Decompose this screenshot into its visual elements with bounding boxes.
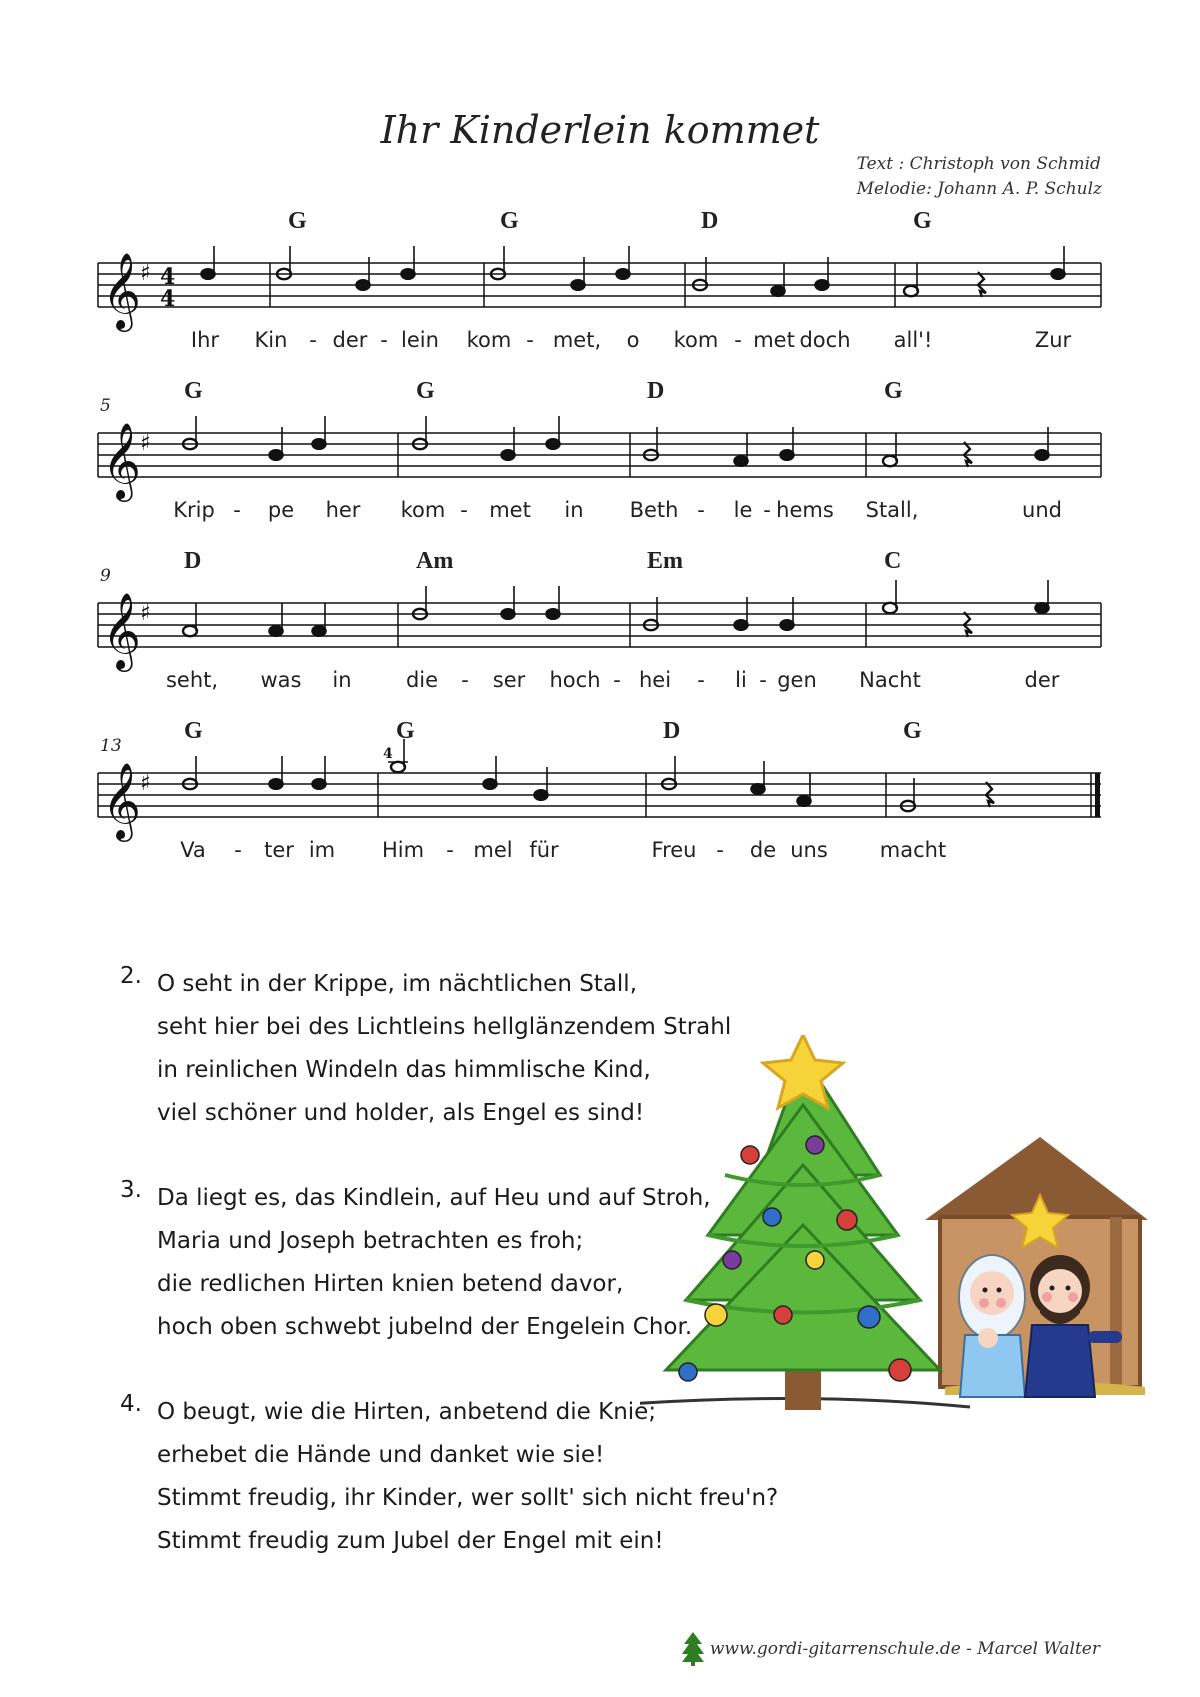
chord: D <box>184 548 202 574</box>
lyric: der <box>1024 668 1060 692</box>
lyric: kom <box>466 328 512 352</box>
verse-line: Stimmt freudig zum Jubel der Engel mit ein! <box>157 1528 664 1554</box>
lyric: - <box>461 668 469 692</box>
chord: Am <box>416 548 454 574</box>
music-system-2 <box>98 378 1103 548</box>
chord: D <box>647 378 665 404</box>
music-system-1 <box>98 208 1103 378</box>
lyric: li <box>735 668 747 692</box>
fingering-number: 4 <box>383 746 393 762</box>
lyric: was <box>260 668 302 692</box>
lyric: Stall, <box>865 498 919 522</box>
chord: G <box>396 718 415 744</box>
verse-line: Maria und Joseph betrachten es froh; <box>157 1228 584 1254</box>
lyric: Beth <box>629 498 679 522</box>
song-title: Ihr Kinderlein kommet <box>380 108 820 152</box>
lyric: macht <box>879 838 947 862</box>
lyric: Ihr <box>190 328 220 352</box>
lyric: kom <box>673 328 719 352</box>
lyric: all'! <box>893 328 933 352</box>
chord: G <box>184 718 203 744</box>
measure-number: 5 <box>100 396 111 416</box>
lyric: der <box>332 328 368 352</box>
text-credit: Text : Christoph von Schmid <box>856 154 1101 174</box>
lyric: hei <box>638 668 672 692</box>
verse-line: die redlichen Hirten knien betend davor, <box>157 1271 624 1297</box>
music-system-3 <box>98 548 1103 718</box>
lyric: hems <box>776 498 834 522</box>
sharp-icon: ♯ <box>140 261 151 286</box>
lyric: Nacht <box>859 668 921 692</box>
chord: G <box>184 378 203 404</box>
footer-text[interactable]: www.gordi-gitarrenschule.de - Marcel Walter <box>709 1639 1100 1659</box>
chord: D <box>663 718 681 744</box>
verse-number: 4. <box>120 1391 142 1417</box>
credits <box>857 152 1102 202</box>
christmas-illustration <box>640 1035 1150 1485</box>
lyric: und <box>1022 498 1062 522</box>
lyric: hoch <box>549 668 601 692</box>
final-barline <box>1095 773 1100 817</box>
lyric: - <box>380 328 388 352</box>
lyric: de <box>749 838 777 862</box>
lyric: lein <box>401 328 439 352</box>
verse-number: 2. <box>120 963 142 989</box>
melody-credit: Melodie: Johann A. P. Schulz <box>856 179 1102 199</box>
mary-figure-icon <box>959 1255 1025 1397</box>
lyric: Zur <box>1034 328 1072 352</box>
lyric: Him <box>381 838 425 862</box>
lyric: uns <box>790 838 828 862</box>
lyric: Kin <box>254 328 288 352</box>
verse-line: Stimmt freudig, ihr Kinder, wer sollt' sich nicht freu'n? <box>157 1485 779 1511</box>
music-system-4 <box>98 718 1103 888</box>
notes <box>183 416 1049 467</box>
treble-clef-icon: 𝄞 <box>102 422 142 499</box>
chord: G <box>913 208 932 234</box>
lyric: her <box>325 498 361 522</box>
treble-clef-icon: 𝄞 <box>102 762 142 839</box>
lyric: Freu <box>651 838 697 862</box>
verse-line: O seht in der Krippe, im nächtlichen Stall, <box>157 971 638 997</box>
lyric: ser <box>492 668 526 692</box>
verse-number: 3. <box>120 1177 142 1203</box>
lyric: für <box>529 838 559 862</box>
staff <box>98 568 1103 678</box>
notes <box>201 246 1065 297</box>
lyric: - <box>446 838 454 862</box>
verse-line: seht hier bei des Lichtleins hellglänzendem Strahl <box>157 1014 732 1040</box>
svg-text:4: 4 <box>160 286 176 312</box>
measure-number: 13 <box>100 736 122 756</box>
christmas-tree-icon <box>666 1035 940 1410</box>
lyric: - <box>309 328 317 352</box>
lyric: - <box>234 838 242 862</box>
chord: C <box>884 548 902 574</box>
sharp-icon: ♯ <box>140 601 151 626</box>
lyric: - <box>613 668 621 692</box>
measure-number: 9 <box>100 566 111 586</box>
footer <box>682 1632 1100 1666</box>
chord: G <box>416 378 435 404</box>
chord: G <box>500 208 519 234</box>
chord: G <box>903 718 922 744</box>
staff <box>98 398 1103 508</box>
verse-line: O beugt, wie die Hirten, anbetend die Knie; <box>157 1399 657 1425</box>
verse-line: in reinlichen Windeln das himmlische Kind, <box>157 1057 651 1083</box>
sharp-icon: ♯ <box>140 431 151 456</box>
lyric: - <box>526 328 534 352</box>
notes <box>183 739 994 811</box>
chord: G <box>288 208 307 234</box>
lyric: mel <box>473 838 513 862</box>
lyric: seht, <box>165 668 219 692</box>
lyric: Krip <box>173 498 215 522</box>
sharp-icon: ♯ <box>140 771 151 796</box>
verse-line: Da liegt es, das Kindlein, auf Heu und auf Stroh, <box>157 1185 711 1211</box>
lyric: - <box>697 668 705 692</box>
lyric: o <box>626 328 640 352</box>
tree-icon <box>682 1632 704 1666</box>
verse-line: hoch oben schwebt jubelnd der Engelein Chor. <box>157 1314 693 1340</box>
lyric: le <box>733 498 753 522</box>
treble-clef-icon: 𝄞 <box>102 592 142 669</box>
chord: D <box>701 208 719 234</box>
time-signature: 4 <box>160 264 176 290</box>
lyric: - <box>716 838 724 862</box>
lyric: kom <box>400 498 446 522</box>
lyric: - <box>697 498 705 522</box>
lyric: in <box>564 498 584 522</box>
lyric: doch <box>799 328 851 352</box>
lyric: gen <box>777 668 817 692</box>
chord: G <box>884 378 903 404</box>
chord: Em <box>647 548 683 574</box>
staff <box>98 228 1103 338</box>
lyric: in <box>332 668 352 692</box>
lyric: - <box>763 498 771 522</box>
lyric: met, <box>552 328 602 352</box>
staff <box>98 738 1103 848</box>
lyric: im <box>308 838 336 862</box>
notes <box>183 580 1049 637</box>
lyric: - <box>460 498 468 522</box>
lyric: die <box>405 668 439 692</box>
verse-line: erhebet die Hände und danket wie sie! <box>157 1442 605 1468</box>
treble-clef-icon: 𝄞 <box>102 252 142 329</box>
lyric: met <box>489 498 531 522</box>
lyric: met <box>753 328 795 352</box>
lyric: - <box>759 668 767 692</box>
lyric: - <box>734 328 742 352</box>
lyric: pe <box>267 498 295 522</box>
lyric: Va <box>180 838 206 862</box>
lyric: - <box>233 498 241 522</box>
verse-line: viel schöner und holder, als Engel es sind! <box>157 1100 645 1126</box>
lyric: ter <box>264 838 294 862</box>
